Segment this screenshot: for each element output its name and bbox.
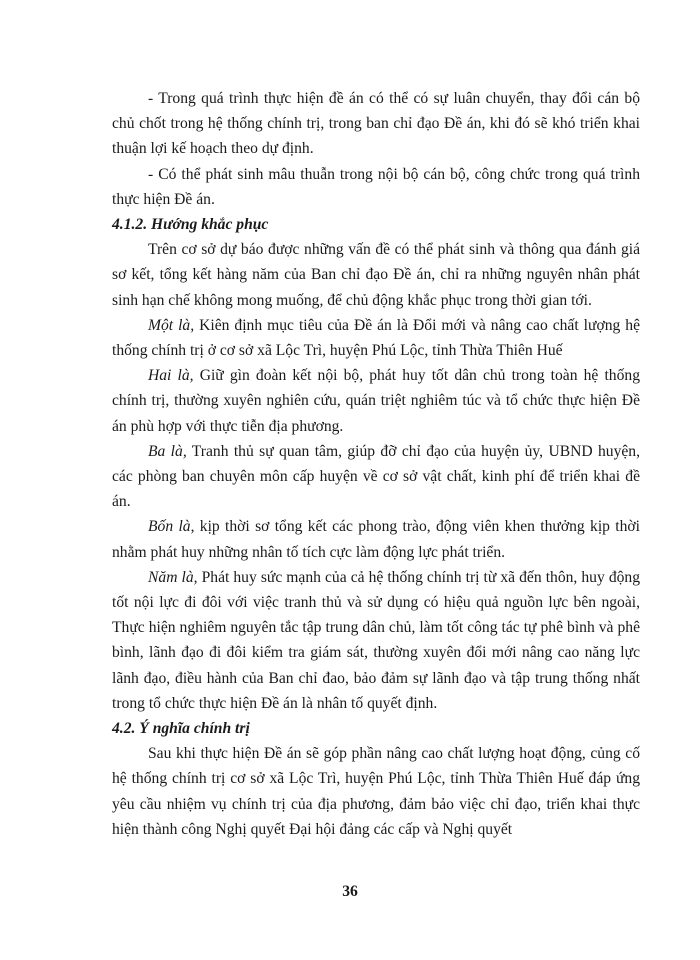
paragraph-rotation-risk: - Trong quá trình thực hiện đề án có thể có sự luân chuyển, thay đổi cán bộ chủ chốt trong hệ thống chính trị, trong ban chỉ đạo Đề án, khi đó sẽ khó triển khai thuận lợi kế hoạch theo dự định. — [112, 90, 640, 158]
list-item — [112, 439, 640, 515]
item-text: Phát huy sức mạnh của cả hệ thống chính trị từ xã đến thôn, huy động tốt nội lực đi đôi với việc tranh thủ và sử dụng có hiệu quả nguồn lực bên ngoài, Thực hiện nghiêm nguyên tắc tập trung dân chủ, làm tốt công tác tự phê bình và phê bình, lãnh đạo đi đôi kiểm tra giám sát, thường xuyên đổi mới nâng cao năng lực lãnh đạo, điều hành của Ban chỉ đao, bảo đảm sự lãnh đạo và tập trung thống nhất trong tổ chức thực hiện Đề án là nhân tố quyết định. — [112, 568, 641, 712]
list-item — [112, 565, 640, 716]
list-item — [112, 313, 640, 363]
list-item — [112, 514, 640, 564]
item-text: Tranh thủ sự quan tâm, giúp đỡ chỉ đạo của huyện ủy, UBND huyện, các phòng ban chuyên môn cấp huyện về cơ sở vật chất, kinh phí để triển khai đề án. — [112, 442, 640, 511]
section-heading-4-1-2: 4.1.2. Hướng khắc phục — [112, 216, 269, 234]
item-text: , kịp thời sơ tổng kết các phong trào, động viên khen thưởng kịp thời nhằm phát huy những nhân tố tích cực làm động lực phát triển. — [112, 518, 640, 561]
item-lead: Một là, — [148, 316, 195, 334]
list-item — [112, 363, 640, 439]
section-text: Sau khi thực hiện Đề án sẽ góp phần nâng cao chất lượng hoạt động, củng cố hệ thống chính trị cơ sở xã Lộc Trì, huyện Phú Lộc, tỉnh Thừa Thiên Huế đáp ứng yêu cầu nhiệm vụ chính trị của địa phương, đảm bảo việc chỉ đạo, triển khai thực hiện thành công Nghị quyết Đại hội đảng các cấp và Nghị quyết — [112, 745, 640, 838]
item-lead: Ba là, — [148, 442, 187, 460]
section-intro: Trên cơ sở dự báo được những vấn đề có thể phát sinh và thông qua đánh giá sơ kết, tổng kết hàng năm của Ban chỉ đạo Đề án, chỉ ra những nguyên nhân phát sinh hạn chế không mong muống, để chủ động khắc phục trong thời gian tới. — [112, 241, 640, 309]
item-text: Kiên định mục tiêu của Đề án là Đổi mới và nâng cao chất lượng hệ thống chính trị ở cơ sở xã Lộc Trì, huyện Phú Lộc, tỉnh Thừa Thiên Huế — [112, 316, 640, 360]
section-heading-4-2: 4.2. Ý nghĩa chính trị — [112, 720, 250, 738]
item-text: Giữ gìn đoàn kết nội bộ, phát huy tốt dân chủ trong toàn hệ thống chính trị, thường xuyên nghiên cứu, quán triệt nghiêm túc và tổ chức thực hiện Đề án phù hợp với thực tiễn địa phương. — [112, 367, 640, 435]
item-lead: Bốn là — [148, 518, 191, 536]
paragraph-conflict-risk: - Có thể phát sinh mâu thuẫn trong nội bộ cán bộ, công chức trong quá trình thực hiện Đề án. — [112, 165, 640, 208]
item-lead: Năm là, — [148, 568, 198, 586]
page-number: 36 — [342, 883, 358, 900]
item-lead: Hai là, — [148, 367, 194, 385]
document-page — [112, 86, 640, 842]
